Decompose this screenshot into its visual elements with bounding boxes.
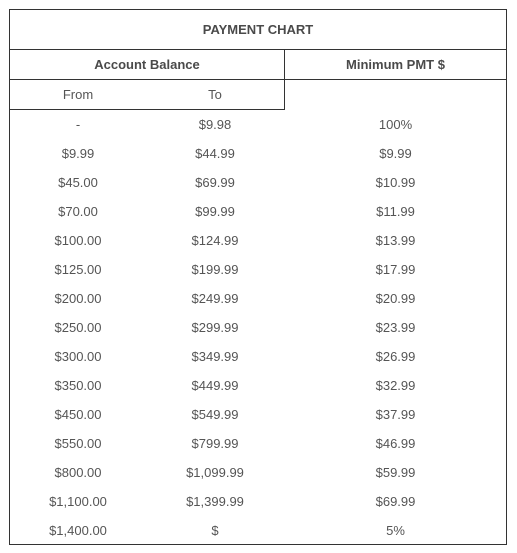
min-payment-cell: $11.99 bbox=[376, 204, 415, 219]
from-header: From bbox=[62, 87, 94, 102]
min-payment-cell: $20.99 bbox=[375, 291, 416, 306]
from-cell: $800.00 bbox=[54, 465, 102, 480]
to-cell: $449.99 bbox=[191, 378, 239, 393]
table-row bbox=[10, 139, 506, 168]
table-row bbox=[10, 110, 506, 139]
balance-subheader bbox=[10, 80, 285, 110]
min-payment-cell: $23.99 bbox=[375, 320, 416, 335]
table-row bbox=[10, 487, 506, 516]
table-row bbox=[10, 255, 506, 284]
table-row bbox=[10, 400, 506, 429]
from-cell: $300.00 bbox=[54, 349, 102, 364]
min-payment-cell: 100% bbox=[378, 117, 413, 132]
from-cell: $250.00 bbox=[54, 320, 102, 335]
to-cell: $299.99 bbox=[191, 320, 239, 335]
min-payment-cell: $46.99 bbox=[375, 436, 416, 451]
table-row bbox=[10, 342, 506, 371]
min-payment-cell: $37.99 bbox=[375, 407, 416, 422]
to-cell: $199.99 bbox=[191, 262, 239, 277]
from-cell: $125.00 bbox=[54, 262, 102, 277]
table-row bbox=[10, 226, 506, 255]
min-payment-cell: $9.99 bbox=[379, 146, 412, 161]
from-cell: $100.00 bbox=[54, 233, 102, 248]
table-row bbox=[10, 371, 506, 400]
to-cell: $ bbox=[211, 523, 219, 538]
from-cell: $450.00 bbox=[54, 407, 102, 422]
from-cell: $350.00 bbox=[54, 378, 102, 393]
from-cell: - bbox=[75, 117, 81, 132]
to-cell: $1,399.99 bbox=[186, 494, 244, 509]
account-balance-header: Account Balance bbox=[10, 50, 285, 80]
from-cell: $1,400.00 bbox=[49, 523, 107, 538]
min-payment-cell: $13.99 bbox=[375, 233, 416, 248]
from-cell: $70.00 bbox=[58, 204, 98, 219]
from-cell: $45.00 bbox=[58, 175, 98, 190]
to-cell: $69.99 bbox=[195, 175, 235, 190]
to-cell: $9.98 bbox=[198, 117, 232, 132]
from-cell: $200.00 bbox=[54, 291, 102, 306]
to-cell: $549.99 bbox=[191, 407, 239, 422]
min-payment-cell: $69.99 bbox=[375, 494, 416, 509]
min-payment-cell: $10.99 bbox=[375, 175, 416, 190]
from-cell: $550.00 bbox=[54, 436, 102, 451]
min-payment-cell: $17.99 bbox=[375, 262, 416, 277]
to-header: To bbox=[208, 87, 222, 102]
chart-title: PAYMENT CHART bbox=[10, 10, 506, 50]
table-row bbox=[10, 458, 506, 487]
to-cell: $1,099.99 bbox=[186, 465, 244, 480]
table-row bbox=[10, 313, 506, 342]
from-cell: $9.99 bbox=[61, 146, 95, 161]
from-cell: $1,100.00 bbox=[49, 494, 107, 509]
min-payment-cell: 5% bbox=[386, 523, 405, 538]
payment-chart-table bbox=[9, 9, 507, 545]
min-payment-cell: $26.99 bbox=[375, 349, 416, 364]
to-cell: $99.99 bbox=[195, 204, 235, 219]
min-payment-cell: $32.99 bbox=[375, 378, 416, 393]
table-row bbox=[10, 197, 506, 226]
table-body bbox=[10, 110, 506, 545]
table-row bbox=[10, 429, 506, 458]
table-row bbox=[10, 516, 506, 545]
to-cell: $249.99 bbox=[191, 291, 239, 306]
to-cell: $44.99 bbox=[195, 146, 235, 161]
to-cell: $124.99 bbox=[191, 233, 239, 248]
to-cell: $799.99 bbox=[191, 436, 239, 451]
table-row bbox=[10, 168, 506, 197]
table-row bbox=[10, 284, 506, 313]
min-payment-cell: $59.99 bbox=[375, 465, 416, 480]
to-cell: $349.99 bbox=[191, 349, 239, 364]
minimum-pmt-header: Minimum PMT $ bbox=[285, 50, 506, 80]
